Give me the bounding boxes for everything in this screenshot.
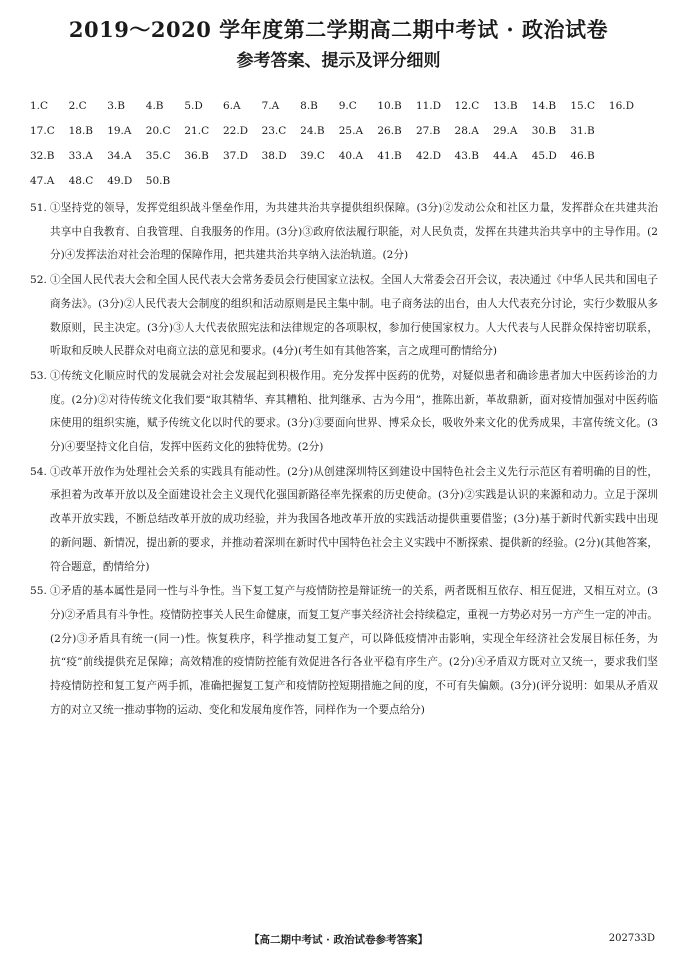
mc-answer: 8.B (300, 100, 318, 112)
mc-answer: 9.C (338, 100, 357, 112)
mc-answer: 4.B (145, 100, 164, 112)
multiple-choice-answers (30, 94, 660, 194)
mc-answer: 10.B (377, 100, 402, 112)
question-answer-52 (30, 269, 658, 364)
page-title: 2019～2020 学年度第二学期高二期中考试 · 政治试卷 (68, 17, 609, 42)
footer-code: 202733D (608, 933, 655, 944)
mc-answer: 25.A (338, 125, 364, 137)
mc-answer: 28.A (454, 125, 479, 137)
mc-answer: 23.C (261, 125, 287, 137)
mc-answer-row (30, 144, 660, 169)
mc-answer: 29.A (493, 125, 518, 137)
mc-answer: 31.B (570, 125, 595, 137)
question-answer-text: ①改革开放作为处理社会关系的实践具有能动性。(2分)从创建深圳特区到建设中国特色社会主义先行示范区有着明确的目的性，承担着为改革开放以及全面建设社会主义现代化强国新路径率先探索的历史使命。(3分)②实践是认识的来源和动力。立足于深圳改革开放实践，不断总结改革开放的成功经验，并为我国各地改革开放的实践活动提供重要借鉴；(3分)基于新时代新实践中出现的新问题、新情况，提出新的要求，并推动着深圳在新时代中国特色社会主义实践中不断探索、提供新的经验。(2分)(其他答案，符合题意，酌情给分) (50, 465, 658, 573)
mc-answer: 6.A (222, 100, 241, 112)
mc-answer: 37.D (222, 150, 249, 162)
question-number: 53. (30, 369, 47, 382)
mc-answer: 48.C (68, 175, 94, 187)
mc-answer: 18.B (68, 125, 94, 137)
mc-answer-row (30, 94, 660, 119)
question-answer-54 (30, 461, 658, 580)
mc-answer: 26.B (377, 125, 402, 137)
question-answer-53 (30, 365, 658, 460)
mc-answer: 3.B (107, 100, 125, 112)
mc-answer: 16.D (608, 100, 635, 112)
mc-answer-row (30, 169, 660, 194)
mc-answer: 27.B (415, 125, 441, 137)
mc-answer: 41.B (377, 150, 402, 162)
question-answer-51 (30, 197, 658, 268)
mc-answer: 44.A (493, 150, 518, 162)
mc-answer: 12.C (454, 100, 480, 112)
question-answer-text: ①全国人民代表大会和全国人民代表大会常务委员会行使国家立法权。全国人大常委会召开会议，表决通过《中华人民共和国电子商务法》。(3分)②人民代表大会制度的组织和活动原则是民主集中制。电子商务法的出台，由人大代表充分讨论，实行少数服从多数原则，民主决定。(3分)③人大代表依照宪法和法律规定的各项职权，参加行使国家权力。人大代表与人民群众保持密切联系，听取和反映人民群众对电商立法的意见和要求。(4分)(考生如有其他答案，言之成理可酌情给分) (50, 274, 658, 358)
mc-answer: 13.B (493, 100, 518, 112)
mc-answer: 21.C (184, 125, 210, 137)
mc-answer: 17.C (30, 125, 55, 137)
mc-answer: 38.D (261, 150, 287, 162)
mc-answer: 49.D (107, 175, 133, 187)
mc-answer: 36.B (184, 150, 209, 162)
mc-answer: 33.A (68, 150, 93, 162)
question-answer-55 (30, 580, 658, 722)
question-answer-text: ①传统文化顺应时代的发展就会对社会发展起到积极作用。充分发挥中医药的优势，对疑似患者和确诊患者加大中医药诊治的力度。(2分)②对待传统文化我们要“取其精华、弃其糟粕、批判继承、古为今用”，推陈出新，革故鼎新，面对疫情加强对中医药临床使用的组织实施，赋予传统文化以时代的要求。(3分)③要面向世界、博采众长，吸收外来文化的优秀成果，丰富传统文化。(3分)④要坚持文化自信，发挥中医药文化的独特优势。(2分) (50, 369, 658, 454)
mc-answer: 15.C (570, 100, 596, 112)
mc-answer: 42.D (415, 150, 442, 162)
mc-answer: 39.C (300, 150, 325, 162)
question-number: 52. (30, 274, 47, 287)
mc-answer: 50.B (145, 175, 171, 187)
question-number: 55. (30, 585, 47, 598)
mc-answer: 47.A (30, 175, 55, 187)
mc-answer: 24.B (300, 125, 325, 137)
page-subtitle: 参考答案、提示及评分细则 (236, 51, 441, 71)
mc-answer-row (30, 119, 660, 144)
mc-answer: 7.A (261, 100, 280, 112)
mc-answer: 46.B (570, 150, 595, 162)
mc-answer: 45.D (531, 150, 557, 162)
footer-title: 【高二期中考试 · 政治试卷参考答案】 (249, 934, 428, 946)
mc-answer: 22.D (222, 125, 249, 137)
mc-answer: 34.A (107, 150, 132, 162)
mc-answer: 35.C (145, 150, 171, 162)
mc-answer: 1.C (30, 100, 49, 112)
mc-answer: 19.A (107, 125, 132, 137)
mc-answer: 14.B (531, 100, 557, 112)
mc-answer: 5.D (184, 100, 203, 112)
mc-answer: 40.A (338, 150, 364, 162)
question-number: 54. (30, 465, 47, 478)
essay-answers (30, 197, 658, 723)
question-number: 51. (30, 202, 47, 214)
question-answer-text: ①坚持党的领导，发挥党组织战斗堡垒作用，为共建共治共享提供组织保障。(3分)②发动公众和社区力量，发挥群众在共建共治共享中自我教育、自我管理、自我服务的作用。(3分)③政府依法履行职能，对人民负责，发挥在共建共治共享中的主导作用。(2分)④发挥法治对社会治理的保障作用，把共建共治共享纳入法治轨道。(2分) (50, 202, 658, 262)
mc-answer: 43.B (454, 150, 479, 162)
mc-answer: 20.C (145, 125, 171, 137)
mc-answer: 11.D (415, 100, 442, 112)
mc-answer: 30.B (531, 125, 557, 137)
mc-answer: 2.C (68, 100, 87, 112)
question-answer-text: ①矛盾的基本属性是同一性与斗争性。当下复工复产与疫情防控是辩证统一的关系，两者既相互依存、相互促进，又相互对立。(3分)②矛盾具有斗争性。疫情防控事关人民生命健康，而复工复产事关经济社会持续稳定，重视一方势必对另一方产生一定的冲击。(2分)③矛盾具有统一(同一)性。恢复秩序，科学推动复工复产，可以降低疫情冲击影响，实现全年经济社会发展目标任务，为抗“疫”前线提供充足保障；高效精准的疫情防控能有效促进各行各业平稳有序生产。(2分)④矛盾双方既对立又统一，要求我们坚持疫情防控和复工复产两手抓，准确把握复工复产和疫情防控短期措施之间的度，不可有失偏颇。(3分)(评分说明：如果从矛盾双方的对立又统一推动事物的运动、变化和发展角度作答，同样作为一个要点给分) (50, 585, 658, 716)
mc-answer: 32.B (30, 150, 55, 162)
